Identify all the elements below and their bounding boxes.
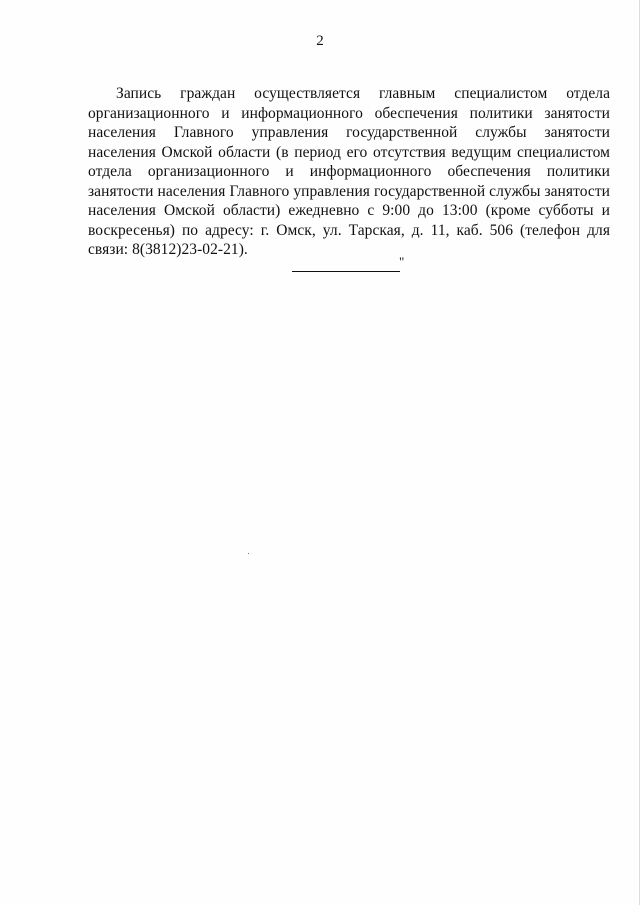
page-number: 2 (316, 33, 324, 49)
scan-speck (248, 553, 249, 554)
closing-rule (292, 257, 400, 272)
closing-quote: " (399, 254, 405, 269)
body-paragraph: Запись граждан осуществляется главным специалистом отдела организационного и информационного обеспечения политики занятости населения Главного управления государственной службы занятости населения Омской области (в период его отсутствия ведущим специалистом отдела организационного и информационного обеспечения политики занятости населения Главного управления государственной службы занятости населения Омской области) ежедневно с 9:00 до 13:00 (кроме субботы и воскресенья) по адресу: г. Омск, ул. Тарская, д. 11, каб. 506 (телефон для связи: 8(3812)23-02-21). (88, 85, 610, 258)
